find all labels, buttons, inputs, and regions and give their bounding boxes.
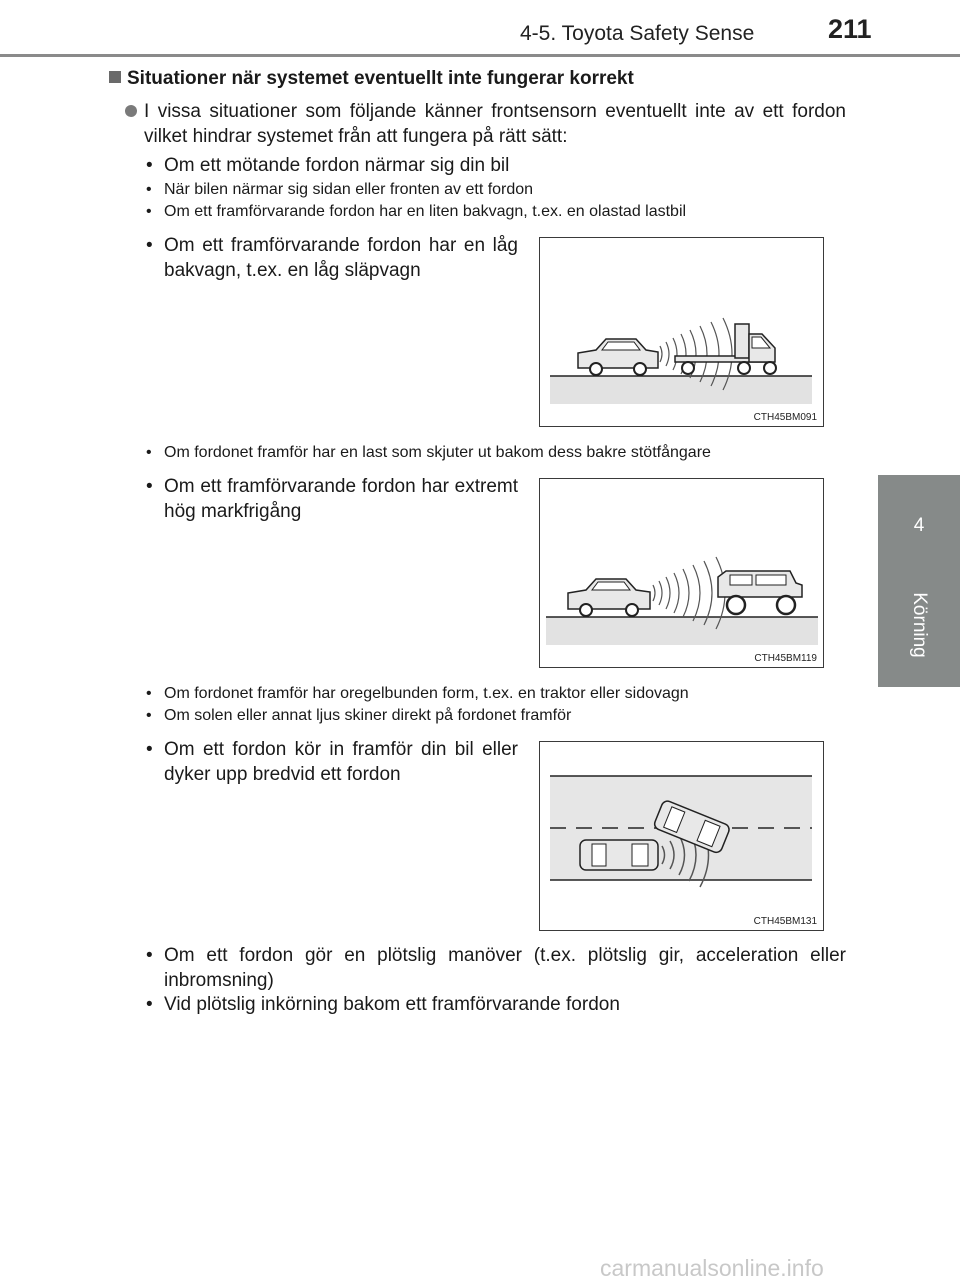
- list-item: • Om ett fordon kör in framför din bil eller dyker upp bredvid ett fordon: [146, 737, 518, 787]
- list-item: • När bilen närmar sig sidan eller fronten av ett fordon: [146, 179, 846, 200]
- list-item: • Vid plötslig inkörning bakom ett framförvarande fordon: [146, 992, 846, 1017]
- section-title-text: Situationer när systemet eventuellt inte fungerar korrekt: [127, 68, 634, 89]
- header-rule: [0, 54, 960, 57]
- cut-in-illustration: [540, 742, 823, 930]
- page-number: 211: [828, 14, 872, 44]
- footer-watermark: carmanualsonline.info: [600, 1255, 824, 1281]
- low-trailer-illustration: [540, 238, 823, 426]
- list-item: • Om ett fordon gör en plötslig manöver (t.ex. plötslig gir, acceleration eller inbromsning): [146, 943, 846, 993]
- figure-code: CTH45BM131: [753, 916, 817, 927]
- list-item: • Om ett framförvarande fordon har en låg bakvagn, t.ex. en låg släpvagn: [146, 233, 518, 283]
- header-section-title: 4-5. Toyota Safety Sense: [520, 22, 755, 45]
- high-clearance-illustration: [540, 479, 823, 667]
- list-item: • Om fordonet framför har en last som skjuter ut bakom dess bakre stötfångare: [146, 442, 846, 463]
- figure-cut-in-vehicle: [539, 741, 824, 931]
- intro-text: I vissa situationer som följande känner frontsensorn eventuellt inte av ett fordon vilket hindrar systemet från att fungera på rätt sätt:: [144, 101, 846, 147]
- figure-code: CTH45BM119: [754, 653, 817, 664]
- list-item: • Om fordonet framför har oregelbunden form, t.ex. en traktor eller sidovagn: [146, 683, 846, 704]
- chapter-number: 4: [913, 515, 925, 536]
- square-bullet-icon: [109, 71, 121, 83]
- list-item: • Om ett framförvarande fordon har extremt hög markfrigång: [146, 474, 518, 524]
- list-item: • Om ett framförvarande fordon har en liten bakvagn, t.ex. en olastad lastbil: [146, 201, 846, 222]
- intro-paragraph: [144, 99, 846, 149]
- list-item: • Om ett mötande fordon närmar sig din bil: [146, 153, 846, 178]
- chapter-side-tab: [878, 475, 960, 687]
- chapter-label: Körning: [909, 592, 930, 658]
- circle-bullet-icon: [125, 105, 137, 117]
- figure-code: CTH45BM091: [753, 412, 817, 423]
- list-item: • Om solen eller annat ljus skiner direkt på fordonet framför: [146, 705, 846, 726]
- section-title: [109, 68, 634, 90]
- figure-high-clearance: [539, 478, 824, 668]
- figure-low-trailer: [539, 237, 824, 427]
